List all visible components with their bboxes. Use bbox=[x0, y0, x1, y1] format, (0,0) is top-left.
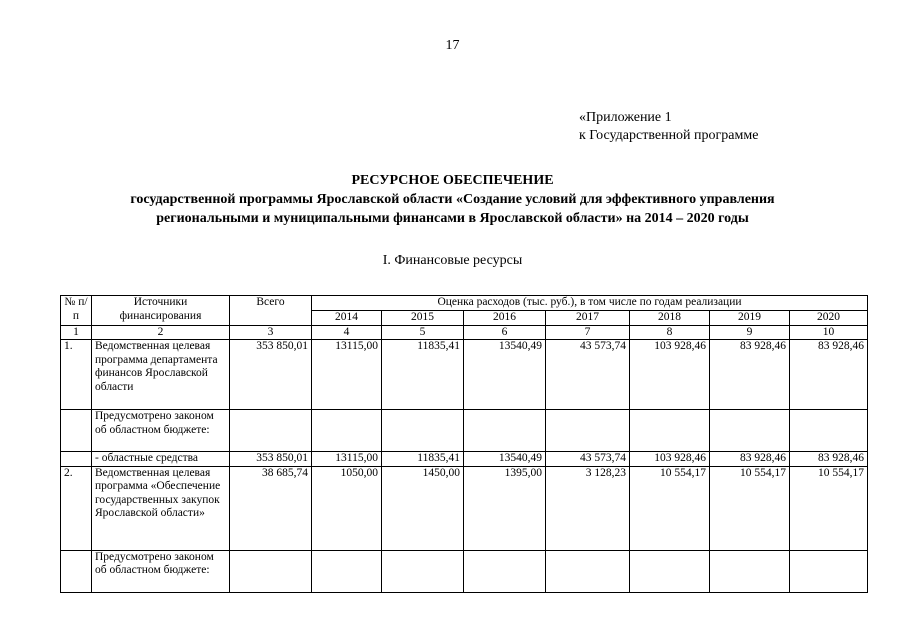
resources-table bbox=[60, 295, 868, 593]
table-row bbox=[61, 466, 868, 550]
row-value: 10 554,17 bbox=[630, 466, 710, 550]
header-year: 2017 bbox=[546, 311, 630, 326]
row-value bbox=[546, 550, 630, 592]
row-value: 103 928,46 bbox=[630, 452, 710, 467]
column-number: 4 bbox=[312, 325, 382, 340]
row-name: Ведомственная целевая программа «Обеспечение государственных закупок Ярославской области» bbox=[92, 466, 230, 550]
header-source: Источники финансирования bbox=[92, 296, 230, 326]
column-number: 1 bbox=[61, 325, 92, 340]
column-number: 9 bbox=[710, 325, 790, 340]
header-estimate: Оценка расходов (тыс. руб.), в том числе по годам реализации bbox=[312, 296, 868, 311]
heading-line-3: региональными и муниципальными финансами в Ярославской области» на 2014 – 2020 годы bbox=[156, 211, 749, 226]
row-name: - областные средства bbox=[92, 452, 230, 467]
row-value bbox=[630, 550, 710, 592]
appendix-line-2: к Государственной программе bbox=[579, 128, 759, 143]
row-value: 43 573,74 bbox=[546, 452, 630, 467]
table-row bbox=[61, 340, 868, 410]
row-value bbox=[312, 410, 382, 452]
heading-line-1: РЕСУРСНОЕ ОБЕСПЕЧЕНИЕ bbox=[351, 173, 554, 188]
row-value: 10 554,17 bbox=[710, 466, 790, 550]
header-year: 2019 bbox=[710, 311, 790, 326]
header-year: 2018 bbox=[630, 311, 710, 326]
heading-line-2: государственной программы Ярославской области «Создание условий для эффективного управления bbox=[130, 192, 775, 207]
row-value: 11835,41 bbox=[382, 340, 464, 410]
row-value: 83 928,46 bbox=[790, 452, 868, 467]
row-total bbox=[230, 410, 312, 452]
row-num bbox=[61, 410, 92, 452]
table-row bbox=[61, 410, 868, 452]
row-num bbox=[61, 550, 92, 592]
row-value bbox=[546, 410, 630, 452]
column-number: 10 bbox=[790, 325, 868, 340]
row-value: 3 128,23 bbox=[546, 466, 630, 550]
row-num: 2. bbox=[61, 466, 92, 550]
row-value bbox=[630, 410, 710, 452]
row-num: 1. bbox=[61, 340, 92, 410]
row-value: 10 554,17 bbox=[790, 466, 868, 550]
header-year: 2014 bbox=[312, 311, 382, 326]
row-value: 1050,00 bbox=[312, 466, 382, 550]
header-year: 2020 bbox=[790, 311, 868, 326]
row-name: Предусмотрено законом об областном бюджете: bbox=[92, 410, 230, 452]
document-heading bbox=[0, 171, 905, 228]
appendix-line-1: «Приложение 1 bbox=[579, 110, 672, 125]
column-number: 5 bbox=[382, 325, 464, 340]
section-title: I. Финансовые ресурсы bbox=[382, 253, 523, 268]
row-value bbox=[790, 410, 868, 452]
column-number: 2 bbox=[92, 325, 230, 340]
row-value: 13115,00 bbox=[312, 340, 382, 410]
row-value bbox=[790, 550, 868, 592]
row-value bbox=[312, 550, 382, 592]
row-value bbox=[382, 410, 464, 452]
row-value: 1395,00 bbox=[464, 466, 546, 550]
table-row bbox=[61, 452, 868, 467]
row-total: 353 850,01 bbox=[230, 452, 312, 467]
row-value bbox=[382, 550, 464, 592]
row-value bbox=[464, 410, 546, 452]
row-value bbox=[464, 550, 546, 592]
row-value bbox=[710, 550, 790, 592]
header-year: 2015 bbox=[382, 311, 464, 326]
row-value: 1450,00 bbox=[382, 466, 464, 550]
header-total: Всего bbox=[230, 296, 312, 326]
column-number-row bbox=[61, 325, 868, 340]
row-value: 13115,00 bbox=[312, 452, 382, 467]
row-value: 13540,49 bbox=[464, 340, 546, 410]
appendix-note bbox=[579, 109, 758, 145]
column-number: 3 bbox=[230, 325, 312, 340]
row-value: 83 928,46 bbox=[710, 340, 790, 410]
table-row bbox=[61, 550, 868, 592]
row-name: Ведомственная целевая программа департамента финансов Ярославской области bbox=[92, 340, 230, 410]
row-name: Предусмотрено законом об областном бюджете: bbox=[92, 550, 230, 592]
row-value: 13540,49 bbox=[464, 452, 546, 467]
column-number: 6 bbox=[464, 325, 546, 340]
column-number: 8 bbox=[630, 325, 710, 340]
row-value bbox=[710, 410, 790, 452]
row-total: 38 685,74 bbox=[230, 466, 312, 550]
header-year: 2016 bbox=[464, 311, 546, 326]
row-value: 43 573,74 bbox=[546, 340, 630, 410]
row-value: 11835,41 bbox=[382, 452, 464, 467]
header-num: № п/п bbox=[61, 296, 92, 326]
row-total bbox=[230, 550, 312, 592]
row-value: 83 928,46 bbox=[790, 340, 868, 410]
row-value: 83 928,46 bbox=[710, 452, 790, 467]
page-number: 17 bbox=[445, 38, 460, 53]
column-number: 7 bbox=[546, 325, 630, 340]
row-num bbox=[61, 452, 92, 467]
row-total: 353 850,01 bbox=[230, 340, 312, 410]
row-value: 103 928,46 bbox=[630, 340, 710, 410]
